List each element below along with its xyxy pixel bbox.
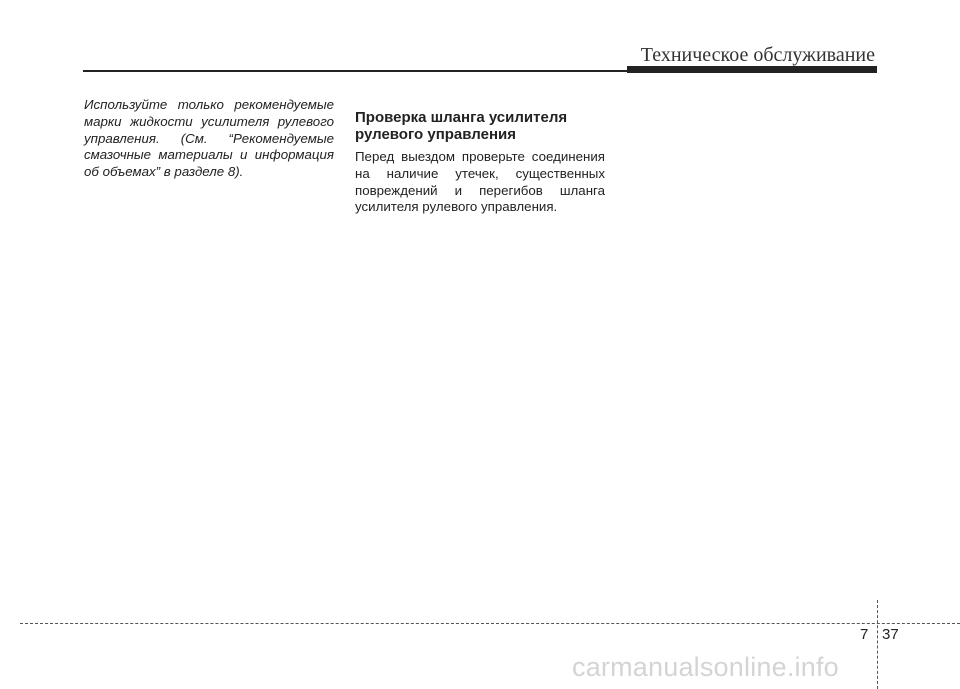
footer-dashed-line — [20, 623, 960, 624]
section-title: Проверка шланга усилителя рулевого управления — [355, 109, 568, 143]
section-body: Перед выездом проверьте соединения на наличие утечек, существенных повреждений и перегибов шланга усилителя рулевого управления. — [355, 149, 605, 215]
chapter-number: 7 — [860, 626, 869, 643]
header-rule — [83, 70, 629, 72]
running-header-title: Техническое обслуживание — [640, 44, 875, 66]
fluid-note: Используйте только рекомендуемые марки жидкости усилителя рулевого управления. (См. “Рекомендуемые смазочные материалы и информация об объемах” в разделе 8). — [84, 97, 334, 180]
page-number: 37 — [882, 626, 899, 643]
header-bar — [627, 66, 877, 73]
middle-column — [355, 109, 605, 216]
footer-vertical-dashed-line — [877, 600, 878, 689]
watermark: carmanualsonline.info — [572, 652, 839, 682]
left-column — [84, 97, 334, 181]
